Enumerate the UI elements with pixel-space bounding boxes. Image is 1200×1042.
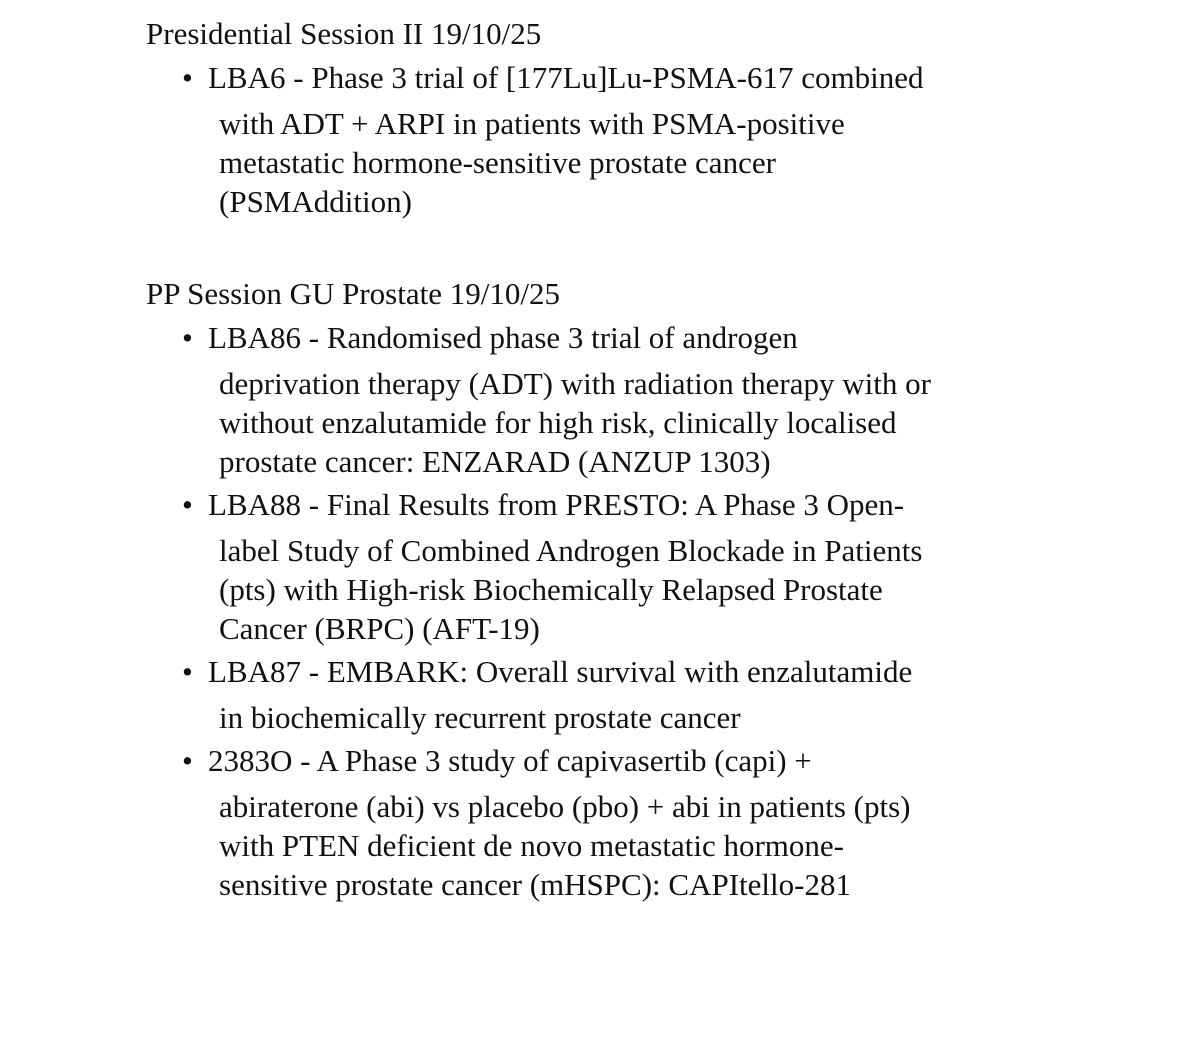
item-first-line: 2383O - A Phase 3 study of capivasertib (capi) + [208, 743, 812, 778]
item-continuation [219, 98, 1146, 221]
item-line: label Study of Combined Androgen Blockade in Patients [219, 533, 923, 568]
item-continuation [219, 525, 1146, 648]
list-item [146, 485, 1146, 648]
item-line: deprivation therapy (ADT) with radiation therapy with or [219, 366, 931, 401]
item-first-line: LBA87 - EMBARK: Overall survival with enzalutamide [208, 654, 913, 689]
item-line: without enzalutamide for high risk, clinically localised [219, 405, 897, 440]
item-line: (PSMAddition) [219, 184, 412, 219]
item-first-line: LBA88 - Final Results from PRESTO: A Phase 3 Open- [208, 487, 905, 522]
section-title: Presidential Session II 19/10/25 [146, 16, 542, 51]
list-item [146, 58, 1146, 221]
session-list [146, 318, 1146, 904]
list-item [146, 318, 1146, 481]
item-line: in biochemically recurrent prostate cancer [219, 700, 741, 735]
session-list [146, 58, 1146, 221]
item-continuation [219, 692, 1146, 737]
session-section-pp-gu-prostate [146, 274, 1146, 904]
item-line: prostate cancer: ENZARAD (ANZUP 1303) [219, 444, 771, 479]
list-item [146, 741, 1146, 904]
item-line: abiraterone (abi) vs placebo (pbo) + abi in patients (pts) [219, 789, 911, 824]
item-continuation [219, 358, 1146, 481]
item-line: with ADT + ARPI in patients with PSMA-positive [219, 106, 845, 141]
session-section-presidential [146, 14, 1146, 221]
bullet-icon: • [182, 743, 193, 778]
item-first-line: LBA86 - Randomised phase 3 trial of androgen [208, 320, 798, 355]
item-line: sensitive prostate cancer (mHSPC): CAPItello-281 [219, 867, 851, 902]
bullet-icon: • [182, 654, 193, 689]
list-item [146, 652, 1146, 737]
item-line: metastatic hormone-sensitive prostate cancer [219, 145, 776, 180]
item-line: Cancer (BRPC) (AFT-19) [219, 611, 540, 646]
item-continuation [219, 781, 1146, 904]
bullet-icon: • [182, 60, 193, 95]
item-line: with PTEN deficient de novo metastatic hormone- [219, 828, 844, 863]
item-first-line: LBA6 - Phase 3 trial of [177Lu]Lu-PSMA-617 combined [208, 60, 924, 95]
section-title: PP Session GU Prostate 19/10/25 [146, 276, 560, 311]
bullet-icon: • [182, 320, 193, 355]
bullet-icon: • [182, 487, 193, 522]
item-line: (pts) with High-risk Biochemically Relapsed Prostate [219, 572, 883, 607]
